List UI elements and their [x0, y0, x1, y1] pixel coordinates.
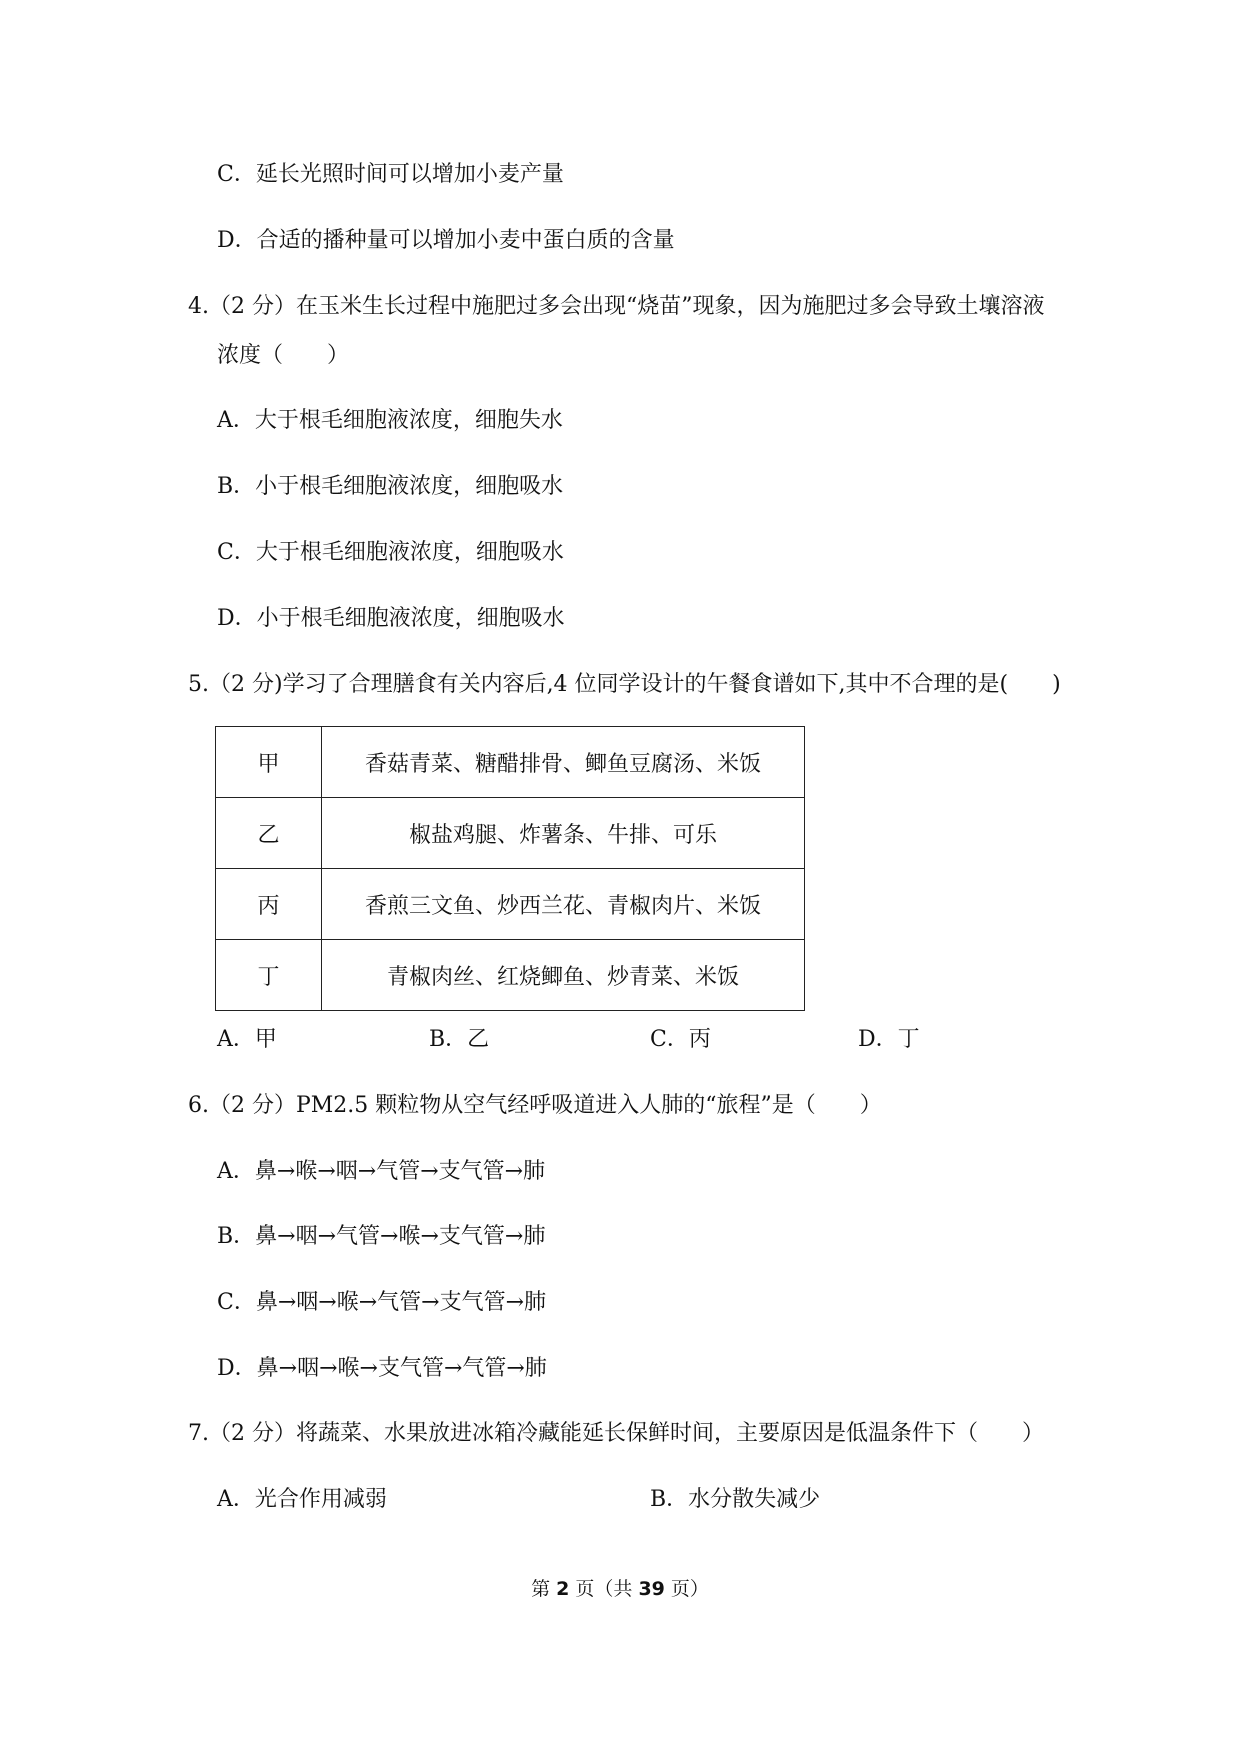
table-row [216, 869, 805, 940]
q6-option-d: D．鼻→咽→喉→支气管→气管→肺 [217, 1356, 547, 1381]
q4-option-a: A．大于根毛细胞液浓度，细胞失水 [217, 408, 563, 433]
q5-stem: 5.（2 分)学习了合理膳食有关内容后,4 位同学设计的午餐食谱如下,其中不合理的是( ) [188, 672, 1061, 697]
page-footer [0, 1576, 1240, 1602]
table-row [216, 940, 805, 1011]
q5-option-c: C．丙 [650, 1027, 711, 1052]
q6-option-c: C．鼻→咽→喉→气管→支气管→肺 [217, 1290, 547, 1315]
table-cell-key: 丁 [216, 940, 322, 1011]
table-row [216, 727, 805, 798]
q5-option-d: D．丁 [858, 1027, 920, 1052]
table-cell-value: 香菇青菜、糖醋排骨、鲫鱼豆腐汤、米饭 [322, 727, 805, 798]
footer-page-number: 2 [556, 1578, 570, 1600]
footer-suffix: 页） [664, 1578, 709, 1600]
q6-option-a: A．鼻→喉→咽→气管→支气管→肺 [217, 1159, 546, 1184]
table-cell-value: 椒盐鸡腿、炸薯条、牛排、可乐 [322, 798, 805, 869]
q6-stem: 6.（2 分）PM2.5 颗粒物从空气经呼吸道进入人肺的“旅程”是（ ） [188, 1093, 882, 1118]
footer-middle: 页（共 [569, 1578, 639, 1600]
table-cell-value: 青椒肉丝、红烧鲫鱼、炒青菜、米饭 [322, 940, 805, 1011]
q5-option-a: A．甲 [217, 1027, 277, 1052]
table-cell-key: 甲 [216, 727, 322, 798]
table-row [216, 798, 805, 869]
q3-option-d: D．合适的播种量可以增加小麦中蛋白质的含量 [217, 228, 675, 253]
footer-total-pages: 39 [638, 1578, 665, 1600]
q6-option-b: B．鼻→咽→气管→喉→支气管→肺 [217, 1224, 546, 1249]
q4-option-b: B．小于根毛细胞液浓度，细胞吸水 [217, 474, 564, 499]
table-cell-key: 丙 [216, 869, 322, 940]
q5-menu-table [215, 726, 805, 1011]
q7-option-a: A．光合作用减弱 [217, 1487, 387, 1512]
q3-option-c: C．延长光照时间可以增加小麦产量 [217, 162, 564, 187]
footer-prefix: 第 [531, 1578, 557, 1600]
table-cell-key: 乙 [216, 798, 322, 869]
q7-stem: 7.（2 分）将蔬菜、水果放进冰箱冷藏能延长保鲜时间，主要原因是低温条件下（ ） [188, 1421, 1044, 1446]
q4-stem-line1: 4.（2 分）在玉米生长过程中施肥过多会出现“烧苗”现象，因为施肥过多会导致土壤溶液 [188, 294, 1045, 319]
q5-option-b: B．乙 [429, 1027, 490, 1052]
q7-option-b: B．水分散失减少 [650, 1487, 821, 1512]
table-cell-value: 香煎三文鱼、炒西兰花、青椒肉片、米饭 [322, 869, 805, 940]
q4-option-d: D．小于根毛细胞液浓度，细胞吸水 [217, 606, 565, 631]
q4-stem-line2: 浓度（ ） [217, 343, 350, 368]
q4-option-c: C．大于根毛细胞液浓度，细胞吸水 [217, 540, 564, 565]
